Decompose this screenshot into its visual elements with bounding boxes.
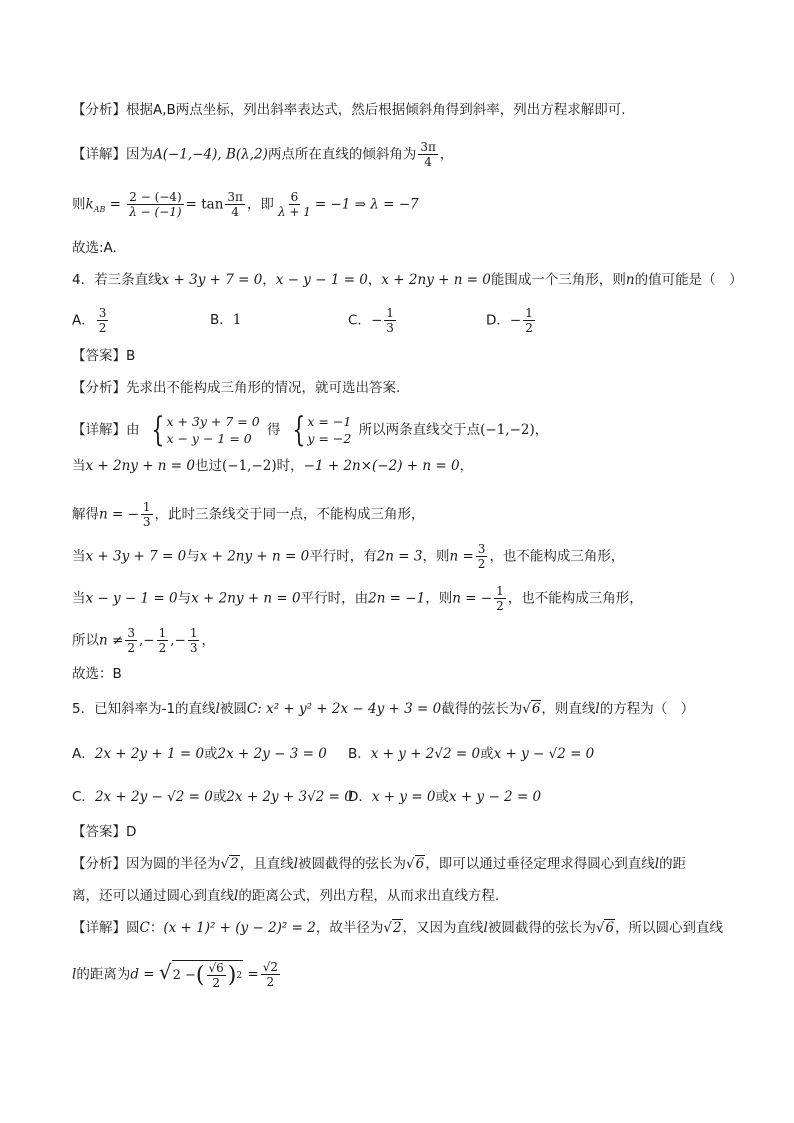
text: 因为: [126, 146, 153, 163]
text: 或: [212, 789, 227, 805]
text: 被圆截得的弦长为: [487, 920, 596, 936]
sqrt: √6: [595, 920, 615, 936]
q4-choice: 故选：B: [72, 666, 122, 682]
analysis-text: 根据A,B两点坐标，列出斜率表达式，然后根据倾斜角得到斜率，列出方程求解即可.: [126, 102, 626, 118]
text: 或: [204, 746, 218, 762]
q5-stem: [72, 699, 734, 719]
q4-detail-line-2: [72, 456, 734, 476]
equation-system: { x + 3y + 7 = 0 x − y − 1 = 0: [151, 410, 260, 450]
q4-stem: [72, 270, 743, 290]
math-eq: 2x + 2y + 3√2 = 0: [226, 789, 353, 805]
text: 或: [435, 789, 450, 805]
text: ，: [367, 272, 382, 288]
math-eq: (x + 1)² + (y − 2)² = 2: [163, 920, 316, 936]
math-eq: x − y − 1 = 0: [85, 590, 178, 607]
math-n: n = −: [452, 590, 493, 607]
fraction: [494, 584, 506, 613]
q5-answer: 【答案】D: [72, 824, 137, 840]
fraction-num: 1: [386, 306, 394, 320]
math-c: C: [139, 920, 150, 936]
q5-option-b[interactable]: [348, 742, 594, 762]
equation-system: { x = −1 y = −2: [292, 410, 352, 450]
fraction-den: 3: [386, 321, 394, 335]
fraction-den: 2: [127, 641, 135, 655]
fraction-num: √2: [262, 960, 279, 974]
math-l: l: [293, 856, 299, 872]
math-line1: x + 3y + 7 = 0: [161, 272, 263, 288]
system-row: y = −2: [307, 431, 352, 446]
text: 圆: [126, 920, 140, 936]
q3-detail-line-1: [72, 140, 734, 169]
text: ，: [201, 632, 215, 649]
text: 的方程为（ ）: [599, 701, 695, 717]
fraction: [523, 306, 535, 335]
option-label: B．: [210, 312, 233, 328]
analysis-tag: 【分析】: [72, 856, 126, 872]
text: 由: [126, 422, 140, 438]
sign: −: [509, 312, 522, 329]
q5-option-a[interactable]: [72, 742, 327, 762]
fraction-den: 2: [212, 976, 220, 990]
text: ，: [262, 272, 276, 288]
sqrt: √6: [522, 701, 541, 717]
analysis-text: 先求出不能构成三角形的情况，就可选出答案.: [126, 380, 401, 396]
q4-option-a[interactable]: [72, 306, 110, 335]
text: 被圆: [219, 701, 247, 717]
text: 的距离为: [76, 966, 131, 983]
math-eq: 2x + 2y − 3 = 0: [217, 746, 327, 762]
detail-tag: 【详解】: [72, 422, 126, 438]
fraction-den: 2: [525, 321, 533, 335]
fraction-num: √6: [208, 961, 224, 975]
text: 则: [72, 196, 86, 213]
text: ，: [534, 422, 549, 438]
math-points: A(−1,−4), B(λ,2): [153, 146, 268, 163]
option-label: D．: [348, 789, 372, 805]
text: ，则: [422, 548, 450, 565]
text: ，所以圆心到直线: [615, 920, 724, 936]
math-l: l: [595, 701, 600, 717]
option-text: 1: [232, 312, 242, 328]
fraction-den: 2: [477, 557, 486, 571]
math-eq: x + 3y + 7 = 0: [85, 548, 187, 565]
fraction: [141, 500, 153, 529]
math-result: = −1 ⇒ λ = −7: [314, 196, 419, 213]
text: 4．若三条直线: [72, 272, 162, 288]
fraction: [157, 626, 169, 655]
fraction-den: 4: [231, 205, 239, 219]
text: 所以两条直线交于点: [358, 422, 481, 438]
math-c: C: [246, 701, 258, 717]
sqrt-radicand: 6: [605, 920, 615, 936]
fraction-den: λ + 1: [277, 205, 311, 219]
text: ：: [149, 920, 164, 936]
option-label: C．: [348, 312, 371, 329]
fraction-den: 2: [158, 641, 167, 655]
fraction: [384, 306, 396, 335]
exponent: 2: [236, 970, 243, 981]
fraction-num: 6: [290, 190, 299, 204]
math-eq: x + y − 2 = 0: [449, 789, 542, 805]
detail-tag: 【详解】: [72, 920, 126, 936]
text: 因为圆的半径为: [126, 856, 221, 872]
q4-option-c[interactable]: [348, 306, 398, 335]
text: 的距: [659, 856, 687, 872]
detail-tag: 【详解】: [72, 146, 126, 163]
text: ，: [439, 146, 454, 163]
q3-analysis-line: [72, 100, 734, 120]
fraction: [418, 140, 438, 169]
q5-analysis-line-2: [72, 886, 734, 906]
math-eq: 2n = 3: [376, 548, 423, 565]
text: ，故半径为: [315, 920, 384, 936]
math-eq: 2n = −1: [368, 590, 426, 607]
fraction: [261, 960, 280, 989]
text: 解得: [72, 506, 99, 523]
math-d: d =: [130, 966, 155, 983]
text: 的距离公式，列出方程，从而求出直线方程.: [238, 888, 500, 904]
sqrt: √2: [220, 856, 239, 872]
fraction-den: 4: [424, 155, 432, 169]
text: 得: [266, 422, 281, 438]
analysis-tag: 【分析】: [72, 102, 126, 118]
fraction-num: 2 − (−4): [129, 190, 182, 204]
fraction-den: λ − (−1): [129, 205, 182, 219]
q4-option-b[interactable]: [210, 308, 241, 328]
fraction-num: 3π: [420, 140, 436, 154]
fraction: [276, 190, 313, 219]
math-l: l: [72, 966, 77, 983]
text: 的值可能是（ ）: [634, 272, 743, 288]
q4-detail-line-6: 所以n ≠ $\frac{3}{2}$ ,− $\frac{1}{2}$ ,− $\frac{1}{3}$ ，: [72, 626, 215, 655]
fraction-num: 3: [477, 542, 486, 556]
fraction-den: 2: [98, 321, 107, 335]
fraction: [476, 542, 488, 571]
fraction-num: 1: [496, 584, 504, 598]
sqrt-radicand: 6: [415, 856, 425, 872]
option-label: D．: [486, 312, 510, 329]
sqrt: √2: [383, 920, 402, 936]
sqrt: √6: [406, 856, 425, 872]
math-k: k: [85, 196, 94, 213]
math-point: (−1,−2): [222, 458, 277, 474]
fraction: [225, 190, 245, 219]
text: ，且直线: [239, 856, 294, 872]
fraction-num: 3π: [227, 190, 243, 204]
q5-detail-line-1: [72, 918, 734, 938]
math-l: l: [654, 856, 660, 872]
math-l: l: [215, 701, 220, 717]
text: 也过: [195, 458, 222, 474]
fraction-num: 1: [158, 626, 167, 640]
system-row: x + 3y + 7 = 0: [166, 414, 260, 429]
sqrt: √ 2 − ( $\frac{√6}{2}$ ) 2: [158, 959, 243, 990]
math-point: (−1,−2): [480, 422, 535, 438]
sqrt-radicand: 2: [230, 856, 239, 872]
text: 能围成一个三角形，则: [490, 272, 626, 288]
math-eq: x + y + 2√2 = 0: [370, 746, 481, 762]
text: ，也不能构成三角形，: [507, 590, 643, 607]
text: 当: [72, 548, 86, 565]
q4-detail-line-1: [72, 410, 734, 450]
fraction-num: 1: [525, 306, 533, 320]
system-row: x = −1: [307, 414, 352, 429]
math-eq: x + y = 0: [371, 789, 436, 805]
fraction-num: 1: [189, 626, 198, 640]
q4-answer: 【答案】B: [72, 348, 136, 364]
q5-option-d[interactable]: [348, 785, 541, 805]
text: 5．已知斜率为-1的直线: [72, 701, 216, 717]
math-circle: : x² + y² + 2x − 4y + 3 = 0: [257, 701, 442, 717]
text: 或: [480, 746, 494, 762]
text: ，: [459, 458, 474, 474]
q5-option-c[interactable]: [72, 785, 353, 805]
sqrt-radicand: 6: [531, 701, 541, 717]
option-label: B．: [348, 746, 371, 762]
sign: −: [370, 312, 383, 329]
fraction-num: 3: [127, 626, 135, 640]
math-eq: x + y − √2 = 0: [493, 746, 595, 762]
text: 与: [186, 548, 200, 565]
text: 两点所在直线的倾斜角为: [267, 146, 417, 163]
option-label: A．: [72, 746, 95, 762]
sqrt-radicand: 2 − ( $\frac{√6}{2}$ ) 2: [172, 961, 243, 990]
text: 当: [72, 590, 86, 607]
math-l: l: [234, 888, 239, 904]
math-n: n: [625, 272, 635, 288]
system-row: x − y − 1 = 0: [166, 431, 252, 446]
math-eq: x + 2ny + n = 0: [199, 548, 310, 565]
q4-detail-line-4: [72, 542, 734, 571]
fraction: [125, 626, 137, 655]
text: 所以: [72, 632, 99, 649]
math-n: n ≠: [99, 632, 124, 649]
math-n: n =: [449, 548, 474, 565]
fraction: [188, 626, 200, 655]
fraction: [127, 190, 183, 219]
math-l: l: [483, 920, 488, 936]
fraction-den: 3: [142, 515, 151, 529]
text: ，即: [246, 196, 274, 213]
math-tan: = tan: [185, 196, 224, 213]
text: 时，: [276, 458, 304, 474]
text: 被圆截得的弦长为: [298, 856, 407, 872]
math-line3: x + 2ny + n = 0: [381, 272, 491, 288]
math-eq: 2x + 2y − √2 = 0: [94, 789, 213, 805]
fraction: [207, 961, 226, 990]
text: 离，还可以通过圆心到直线: [72, 888, 234, 904]
math-n: n = −: [99, 506, 139, 523]
fraction-num: 1: [142, 500, 151, 514]
math-eq: x + 2ny + n = 0: [85, 458, 195, 474]
sqrt-radicand: 2: [392, 920, 402, 936]
math-sub: AB: [93, 205, 106, 215]
analysis-tag: 【分析】: [72, 380, 126, 396]
option-label: C．: [72, 789, 95, 805]
q4-detail-line-3: [72, 500, 734, 529]
equals: =: [247, 966, 259, 983]
text: 平行时，由: [300, 590, 369, 607]
q3-detail-line-2: 则$k_{AB}$ = $\frac{2 - (-4)}{\lambda - (-1)}$ = tan $\frac{3\pi}{4}$ ，即 $\frac{6}{\lambda + 1}$ = −1 ⇒ λ = −7: [72, 190, 419, 219]
fraction-den: 2: [496, 599, 504, 613]
q5-analysis-line-1: [72, 854, 734, 874]
q4-option-d[interactable]: [486, 306, 537, 335]
math-line2: x − y − 1 = 0: [275, 272, 368, 288]
text: 截得的弦长为: [441, 701, 523, 717]
q3-choice: 故选:A.: [72, 240, 117, 256]
text: ，也不能构成三角形，: [489, 548, 625, 565]
math-eq: x + 2ny + n = 0: [191, 590, 301, 607]
text: 当: [72, 458, 86, 474]
fraction-den: 3: [189, 641, 198, 655]
option-label: A．: [72, 312, 95, 329]
text: 与: [177, 590, 192, 607]
text: ，则: [425, 590, 453, 607]
fraction: [97, 306, 109, 335]
q4-detail-line-5: [72, 584, 734, 613]
q5-detail-line-2: [72, 960, 734, 990]
text: ，即可以通过垂径定理求得圆心到直线: [425, 856, 655, 872]
text: ，又因为直线: [402, 920, 484, 936]
q4-analysis: [72, 378, 734, 398]
text: 平行时，有: [309, 548, 377, 565]
fraction-num: 3: [98, 306, 107, 320]
math-eq: −1 + 2n×(−2) + n = 0: [303, 458, 460, 474]
text: ，此时三条线交于同一点，不能构成三角形，: [154, 506, 425, 523]
text: 2 −: [172, 967, 196, 983]
math-eq: 2x + 2y + 1 = 0: [94, 746, 205, 762]
text: ，则直线: [541, 701, 596, 717]
fraction-den: 2: [266, 975, 275, 989]
